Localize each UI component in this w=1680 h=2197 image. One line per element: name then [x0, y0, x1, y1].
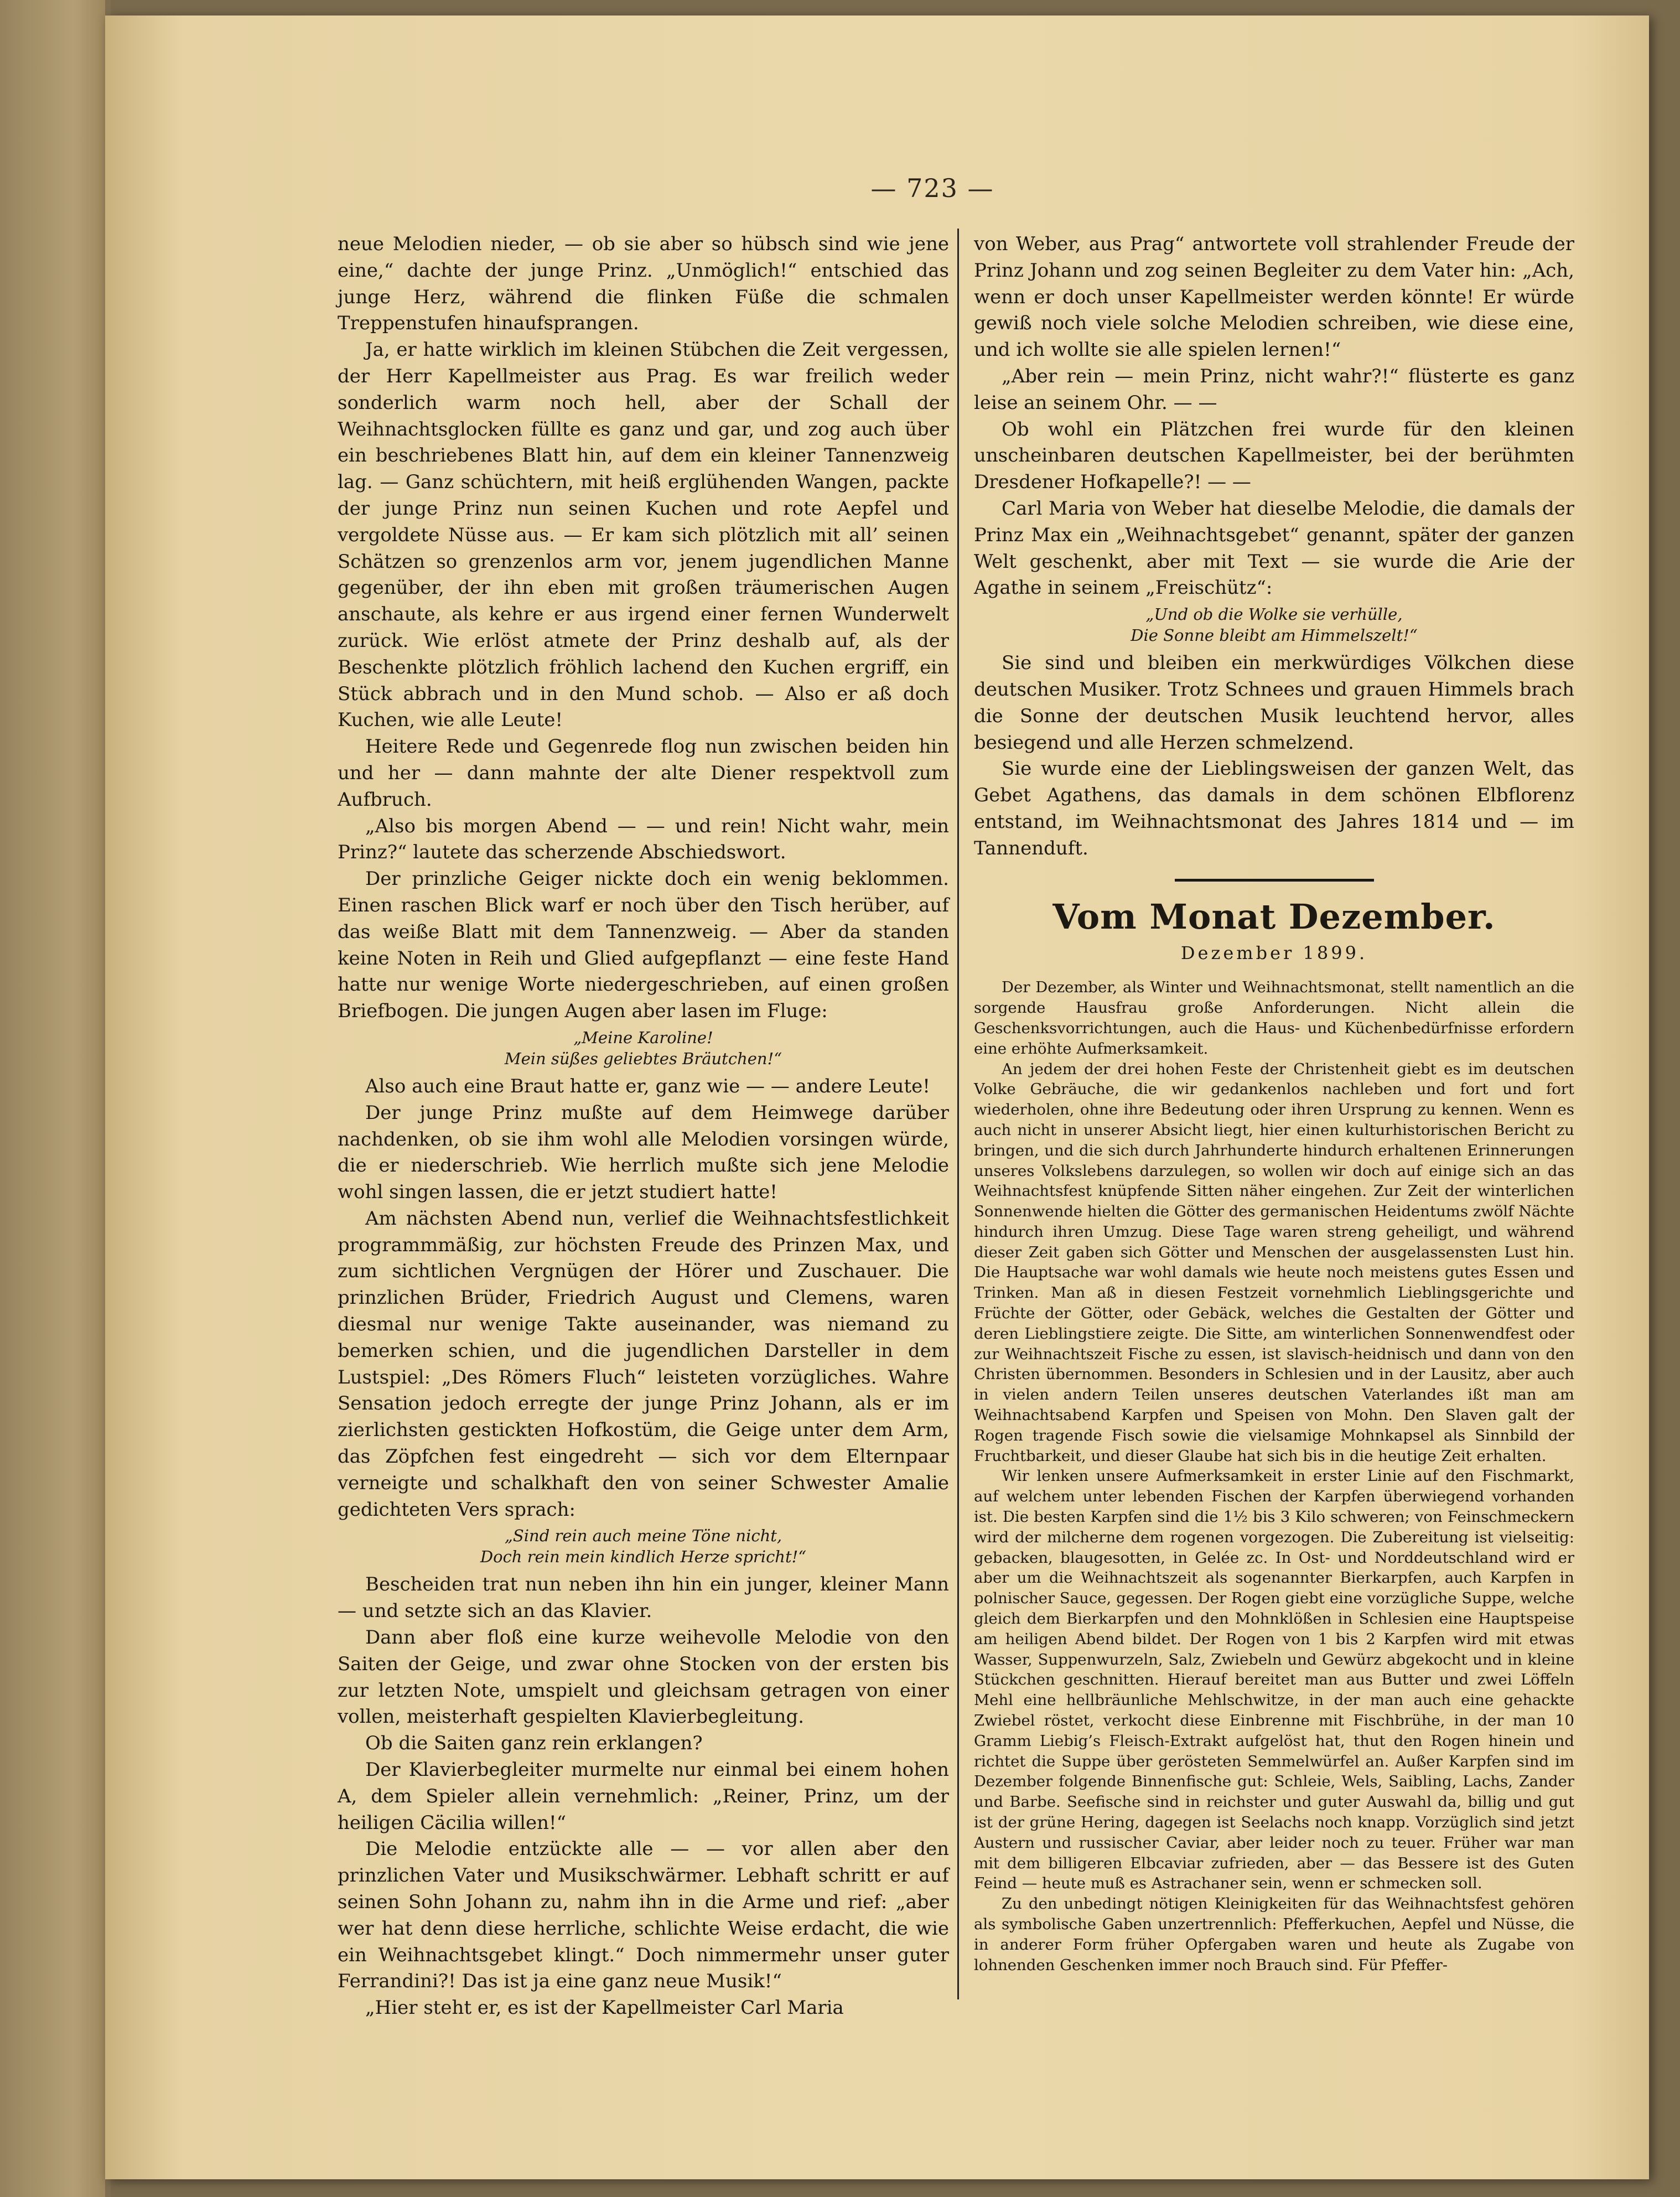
paragraph: Carl Maria von Weber hat dieselbe Melodie, die damals der Prinz Max ein „Weihnachtsgebet“ genannt, später der ganzen Welt geschenkt, aber mit Text — sie wurde die Arie der Agathe in seinem „Freischütz“: [974, 497, 1574, 599]
paragraph: Bescheiden trat nun neben ihn hin ein junger, kleiner Mann — und setzte sich an das Klavier. [338, 1573, 949, 1623]
article-body [974, 977, 1574, 1975]
paragraph: Ob wohl ein Plätzchen frei wurde für den kleinen unscheinbaren deutschen Kapellmeister, bei der berühmten Dresdener Hofkapelle?! — — [974, 418, 1574, 494]
paragraph: „Also bis morgen Abend — — und rein! Nicht wahr, mein Prinz?“ lautete das scherzende Abschiedswort. [338, 815, 949, 864]
right-column [974, 231, 1574, 1975]
paragraph: Zu den unbedingt nötigen Kleinigkeiten für das Weihnachtsfest gehören als symbolische Gaben unzertrennlich: Pfefferkuchen, Aepfel und Nüsse, die in anderer Form früher Opfergaben waren und heute als Zugabe von lohnenden Geschenken immer noch Brauch sind. Für Pfeffer- [974, 1895, 1574, 1974]
page-number: — 723 — [870, 173, 994, 203]
section-divider [1175, 879, 1374, 882]
paragraph: neue Melodien nieder, — ob sie aber so hübsch sind wie jene eine,“ dachte der junge Prinz. „Unmöglich!“ entschied das junge Herz, während die flinken Füße die schmalen Treppenstufen hinaufsprangen. [338, 233, 949, 335]
paragraph: Ja, er hatte wirklich im kleinen Stübchen die Zeit vergessen, der Herr Kapellmeister aus Prag. Es war freilich weder sonderlich warm noch hell, aber der Schall der Weihnachtsglocken füllte es ganz und gar, und zog auch über ein beschriebenes Blatt hin, auf dem ein kleiner Tannenzweig lag. — Ganz schüchtern, mit heiß erglühenden Wangen, packte der junge Prinz nun seinen Kuchen und rote Aepfel und vergoldete Nüsse aus. — Er kam sich plötzlich mit all’ seinen Schätzen so grenzenlos arm vor, jenem jugendlichen Manne gegenüber, der ihn eben mit großen träumerischen Augen anschaute, als kehre er aus irgend einer fernen Wunderwelt zurück. Wie erlöst atmete der Prinz deshalb auf, als der Beschenkte plötzlich fröhlich lachend den Kuchen ergriff, ein Stück abbrach und in den Mund schob. — Also er aß doch Kuchen, wie alle Leute! [338, 339, 949, 732]
paragraph: Heitere Rede und Gegenrede flog nun zwischen beiden hin und her — dann mahnte der alte Diener respektvoll zum Aufbruch. [338, 735, 949, 811]
paragraph: „Aber rein — mein Prinz, nicht wahr?!“ flüsterte es ganz leise an seinem Ohr. — — [974, 365, 1574, 414]
scanned-page [105, 15, 1649, 2179]
column-divider [957, 229, 959, 1999]
paragraph: Also auch eine Braut hatte er, ganz wie — — andere Leute! [365, 1075, 930, 1097]
paragraph: Der Klavierbegleiter murmelte nur einmal bei einem hohen A, dem Spieler allein vernehmlich: „Reiner, Prinz, um der heiligen Cäcilia willen!“ [338, 1759, 949, 1834]
article-title: Vom Monat Dezember. [1052, 896, 1496, 937]
verse-line: Doch rein mein kindlich Herze spricht!“ [480, 1547, 807, 1567]
paragraph: „Hier steht er, es ist der Kapellmeister Carl Maria [365, 1997, 844, 2019]
verse-line: „Meine Karoline! [573, 1028, 713, 1047]
paragraph: von Weber, aus Prag“ antwortete voll strahlender Freude der Prinz Johann und zog seinen Begleiter zu dem Vater hin: „Ach, wenn er doch unser Kapellmeister werden könnte! Er würde gewiß noch viele solche Melodien schreiben, wie diese eine, und ich wollte sie alle spielen lernen!“ [974, 233, 1574, 361]
paragraph: An jedem der drei hohen Feste der Christenheit giebt es im deutschen Volke Gebräuche, die wir gedankenlos nachleben und fort und fort wiederholen, ohne ihre Bedeutung oder ihren Ursprung zu kennen. Wenn es auch nicht in unserer Absicht liegt, hier einen kulturhistorischen Bericht zu bringen, und die sich durch Jahrhunderte hindurch erhaltenen Erinnerungen unseres Volkslebens darzulegen, so wollen wir doch auf einige sich an das Weihnachtsfest knüpfende Sitten näher eingehen. Zur Zeit der winterlichen Sonnenwende hielten die Götter des germanischen Heidentums zwölf Nächte hindurch ihren Umzug. Diese Tage waren streng geheiligt, und während dieser Zeit gaben sich Götter und Menschen der ausgelassensten Lust hin. Die Hauptsache war wohl damals wie heute noch meistens gutes Essen und Trinken. Man aß in diesen Festzeit vornehmlich Lieblingsgerichte und Früchte der Götter, oder Gebäck, welches die Gestalten der Götter und deren Lieblingstiere zeigte. Die Sitte, am winterlichen Sonnenwendfest oder zur Weihnachtszeit Fische zu essen, ist slavisch-heidnisch und dann von den Christen übernommen. Besonders in Schlesien und in der Lausitz, aber auch in vielen andern Teilen unseres deutschen Vaterlandes ißt man am Weihnachtsabend Karpfen und Speisen von Mohn. Den Slaven galt der Rogen tragende Fisch sowie die vielsamige Mohnkapsel als Sinnbild der Fruchtbarkeit, und dieser Glaube hat sich bis in die heutige Zeit erhalten. [974, 1060, 1574, 1465]
verse-block [974, 604, 1574, 646]
verse-line: Die Sonne bleibt am Himmelszelt!“ [1131, 626, 1418, 645]
paragraph: Der junge Prinz mußte auf dem Heimwege darüber nachdenken, ob sie ihm wohl alle Melodien vorsingen würde, die er niederschrieb. Wie herrlich mußte sich jene Melodie wohl singen lassen, die er jetzt studiert hatte! [338, 1101, 949, 1204]
paragraph: Der Dezember, als Winter und Weihnachtsmonat, stellt namentlich an die sorgende Hausfrau große Anforderungen. Nicht allein die Geschenksvorrichtungen, auch die Haus- und Küchenbedürfnisse erfordern eine erhöhte Aufmerksamkeit. [974, 978, 1574, 1058]
verse-block [338, 1525, 949, 1567]
paragraph: Die Melodie entzückte alle — — vor allen aber den prinzlichen Vater und Musikschwärmer. Lebhaft schritt er auf seinen Sohn Johann zu, nahm ihn in die Arme und rief: „aber wer hat denn diese herrliche, schlichte Weise erdacht, die wie ein Weihnachtsgebet klingt.“ Doch nimmermehr unser guter Ferrandini?! Das ist ja eine ganz neue Musik!“ [338, 1838, 949, 1993]
verse-line: Mein süßes geliebtes Bräutchen!“ [504, 1049, 782, 1068]
verse-line: „Und ob die Wolke sie verhülle, [1145, 605, 1403, 624]
paragraph: Der prinzliche Geiger nickte doch ein wenig beklommen. Einen raschen Blick warf er noch über den Tisch herüber, auf das weiße Blatt mit dem Tannenzweig. — Aber da standen keine Noten in Reih und Glied aufgepflanzt — eine feste Hand hatte nur wenige Worte niedergeschrieben, auf einen großen Briefbogen. Die jungen Augen aber lasen im Fluge: [338, 868, 949, 1023]
paragraph: Sie sind und bleiben ein merkwürdiges Völkchen diese deutschen Musiker. Trotz Schnees und grauen Himmels brach die Sonne der deutschen Musik leuchtend hervor, alles besiegend und alle Herzen schmelzend. [974, 652, 1574, 754]
paragraph: Wir lenken unsere Aufmerksamkeit in erster Linie auf den Fischmarkt, auf welchem unter lebenden Fischen der Karpfen überwiegend vorhanden ist. Die besten Karpfen sind die 1½ bis 3 Kilo schweren; von Feinschmeckern wird der milcherne dem rogenen vorgezogen. Die Zubereitung ist vielseitig: gebacken, blaugesotten, in Gelée zc. In Ost- und Norddeutschland wird er aber um die Weihnachtszeit als sogenannter Bierkarpfen, auch Karpfen in polnischer Sauce, gegessen. Der Rogen giebt eine vorzügliche Suppe, welche gleich dem Bierkarpfen und den Mohnklößen in Schlesien eine Hauptspeise am heiligen Abend bildet. Der Rogen von 1 bis 2 Karpfen wird mit etwas Wasser, Suppenwurzeln, Salz, Zwiebeln und Gewürz abgekocht und in kleine Stückchen geschnitten. Hierauf bereitet man aus Butter und zwei Löffeln Mehl eine hellbräunliche Mehlschwitze, in der man auch eine gehackte Zwiebel röstet, verkocht diese Einbrenne mit Fischbrühe, in der man 10 Gramm Liebig’s Fleisch-Extrakt aufgelöst hat, thut den Rogen hinein und richtet die Suppe über gerösteten Semmelwürfel an. Außer Karpfen sind im Dezember folgende Binnenfische gut: Schleie, Wels, Saibling, Lachs, Zander und Barbe. Seefische sind in reichster und guter Auswahl da, billig und gut ist der grüne Hering, dagegen ist Seelachs noch knapp. Vorzüglich sind jetzt Austern und russischer Caviar, aber leider noch zu teuer. Früher war man mit dem billigeren Elbcaviar zufrieden, aber — das Bessere ist des Guten Feind — heute muß es Astrachaner sein, wenn er schmecken soll. [974, 1467, 1574, 1893]
verse-block [338, 1027, 949, 1069]
paragraph: Ob die Saiten ganz rein erklangen? [365, 1732, 703, 1755]
paragraph: Sie wurde eine der Lieblingsweisen der ganzen Welt, das Gebet Agathens, das damals in dem schönen Elbflorenz entstand, im Weihnachtsmonat des Jahres 1814 und — im Tannenduft. [974, 758, 1574, 859]
paragraph: Am nächsten Abend nun, verlief die Weihnachtsfestlichkeit programmmäßig, zur höchsten Freude des Prinzen Max, und zum sichtlichen Vergnügen der Hörer und Zuschauer. Die prinzlichen Brüder, Friedrich August und Clemens, waren diesmal nur wenige Takte auseinander, was niemand zu bemerken schien, und die jugendlichen Darsteller in dem Lustspiel: „Des Römers Fluch“ leisteten vorzügliches. Wahre Sensation jedoch erregte der junge Prinz Johann, als er im zierlichsten gestickten Hofkostüm, die Geige unter dem Arm, das Zöpfchen fest eingedreht — sich vor dem Elternpaar verneigte und schalkhaft den von seiner Schwester Amalie gedichteten Vers sprach: [338, 1207, 949, 1521]
left-column [338, 231, 949, 2022]
book-binding [0, 0, 111, 2197]
paragraph: Dann aber floß eine kurze weihevolle Melodie von den Saiten der Geige, und zwar ohne Stocken von der ersten bis zur letzten Note, umspielt und gleichsam getragen von einer vollen, meisterhaft gespielten Klavierbegleitung. [338, 1626, 949, 1728]
article-date: Dezember 1899. [1180, 942, 1368, 963]
verse-line: „Sind rein auch meine Töne nicht, [504, 1526, 782, 1546]
